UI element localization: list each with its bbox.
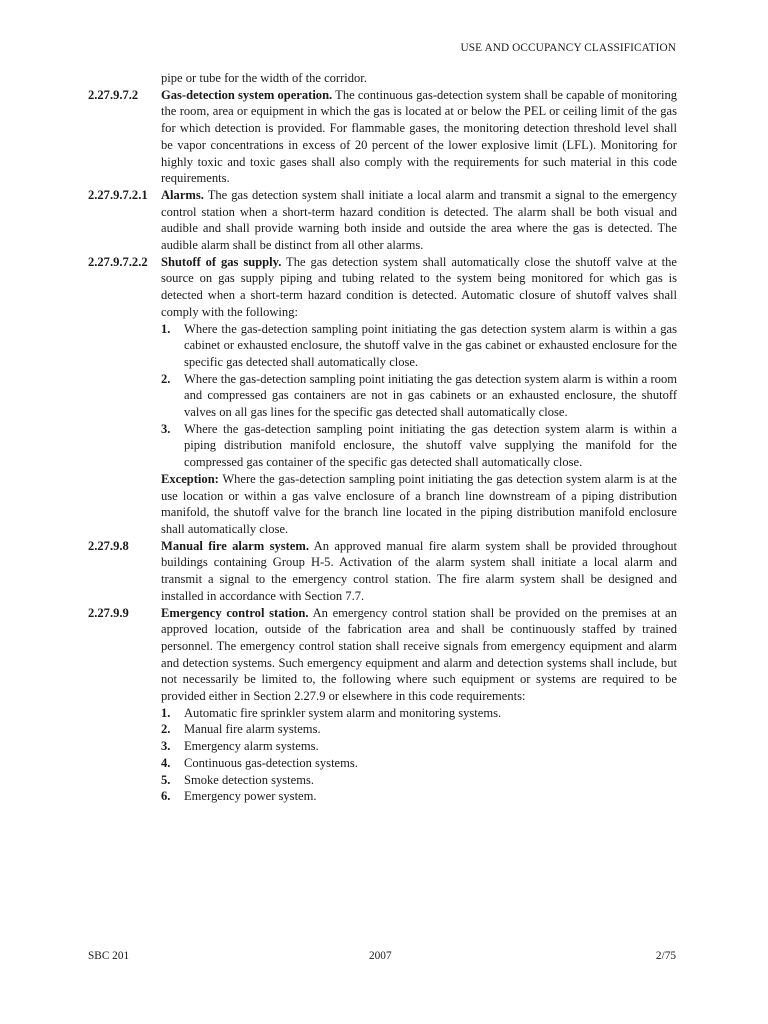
list-item-number: 5. [161,772,171,787]
list-item [161,721,677,738]
section-number: 2.27.9.7.2 [88,87,139,102]
list-item-text: Emergency power system. [184,789,317,804]
shutoff-list [161,321,677,471]
list-item-number: 1. [161,705,171,720]
exception-body: Where the gas-detection sampling point initiating the gas detection system alarm is at the use location or within a gas valve enclosure of a branch line downstream of a piping distribution manifold, the shutoff valve for the branch line located in the piping distribution manifold enclosure shall automatically close. [161,471,677,536]
section-2-27-9-7-2-2 [88,254,677,538]
list-item-text: Automatic fire sprinkler system alarm and monitoring systems. [184,705,502,720]
section-heading: Alarms. [161,187,204,202]
section-number: 2.27.9.7.2.2 [88,254,148,269]
list-item-text: Manual fire alarm systems. [184,722,321,737]
list-item [161,371,677,421]
continuation-text: pipe or tube for the width of the corridor. [161,71,367,85]
emergency-systems-list [161,705,677,805]
list-item-text: Where the gas-detection sampling point initiating the gas detection system alarm is within a room and compressed gas containers are not in gas cabinets or an exhausted enclosure, the shutoff valves on all gas lines for the specific gas detected shall automatically close. [184,371,677,420]
section-heading: Shutoff of gas supply. [161,254,282,269]
section-body: The gas detection system shall automatically close the shutoff valve at the source on gas supply piping and tubing related to the system being monitored for which gas is detected when a short-term hazard condition is detected. Automatic closure of shutoff valves shall comply with the following: [161,254,677,319]
section-heading: Emergency control station. [161,605,309,620]
list-item-number: 4. [161,755,171,770]
list-item [161,421,677,471]
section-heading: Manual fire alarm system. [161,538,309,553]
list-item-text: Emergency alarm systems. [184,739,319,754]
list-item-number: 2. [161,722,171,737]
list-item [161,738,677,755]
footer-page-number: 2/75 [655,950,676,962]
exception-paragraph [161,471,677,538]
list-item [161,772,677,789]
list-item-number: 1. [161,321,171,336]
page-content [88,70,677,805]
section-body: An emergency control station shall be provided on the premises at an approved location, outside of the fabrication area and shall be continuously staffed by trained personnel. The emergency control station shall receive signals from emergency equipment and alarm and detection systems. Such emergency equipment and alarm and detection systems shall include, but not necessarily be limited to, the following where such equipment or systems are required to be provided either in Section 2.27.9 or elsewhere in this code requirements: [161,605,678,704]
section-body: An approved manual fire alarm system shall be provided throughout buildings containing Group H-5. Activation of the alarm system shall initiate a local alarm and transmit a signal to the emergency control station. The fire alarm system shall be designed and installed in accordance with Section 7.7. [161,538,677,603]
section-body: The gas detection system shall initiate a local alarm and transmit a signal to the emergency control station when a short-term hazard condition is detected. The alarm shall be both visual and audible and shall provide warning both inside and outside the area where the gas is detected. The audible alarm shall be distinct from all other alarms. [161,187,677,253]
list-item-number: 3. [161,739,171,754]
list-item [161,755,677,772]
list-item-number: 2. [161,371,171,386]
section-number: 2.27.9.7.2.1 [88,187,148,202]
section-2-27-9-8 [88,538,677,605]
section-body: The continuous gas-detection system shall be capable of monitoring the room, area or equipment in which the gas is located at or below the PEL or ceiling limit of the gas for which detection is provided. For flammable gases, the monitoring detection threshold level shall be vapor concentrations in excess of 20 percent of the lower explosive limit (LFL). Monitoring for highly toxic and toxic gases shall also comply with the requirements for such material in this code requirements. [161,87,678,186]
section-number: 2.27.9.8 [88,538,129,553]
footer-year: 2007 [369,950,392,962]
section-2-27-9-9 [88,605,677,805]
footer-code-name: SBC 201 [88,950,130,962]
section-2-27-9-7-2-1 [88,187,677,254]
section-number: 2.27.9.9 [88,605,129,620]
list-item-text: Continuous gas-detection systems. [184,755,358,770]
section-heading: Gas-detection system operation. [161,87,333,102]
list-item-number: 6. [161,789,171,804]
list-item-text: Where the gas-detection sampling point initiating the gas detection system alarm is within a gas cabinet or exhausted enclosure, the shutoff valve in the gas cabinet or exhausted enclosure for the specific gas detected shall automatically close. [184,321,677,369]
list-item [161,705,677,722]
exception-label: Exception: [161,471,219,486]
list-item [161,788,677,805]
list-item-text: Smoke detection systems. [184,772,314,787]
list-item [161,321,677,371]
list-item-number: 3. [161,421,171,436]
running-header: USE AND OCCUPANCY CLASSIFICATION [460,42,676,54]
section-2-27-9-7-2 [88,87,677,187]
list-item-text: Where the gas-detection sampling point initiating the gas detection system alarm is within a piping distribution manifold enclosure, the shutoff valve supplying the manifold for the compressed gas container of the specific gas detected shall automatically close. [184,421,677,470]
